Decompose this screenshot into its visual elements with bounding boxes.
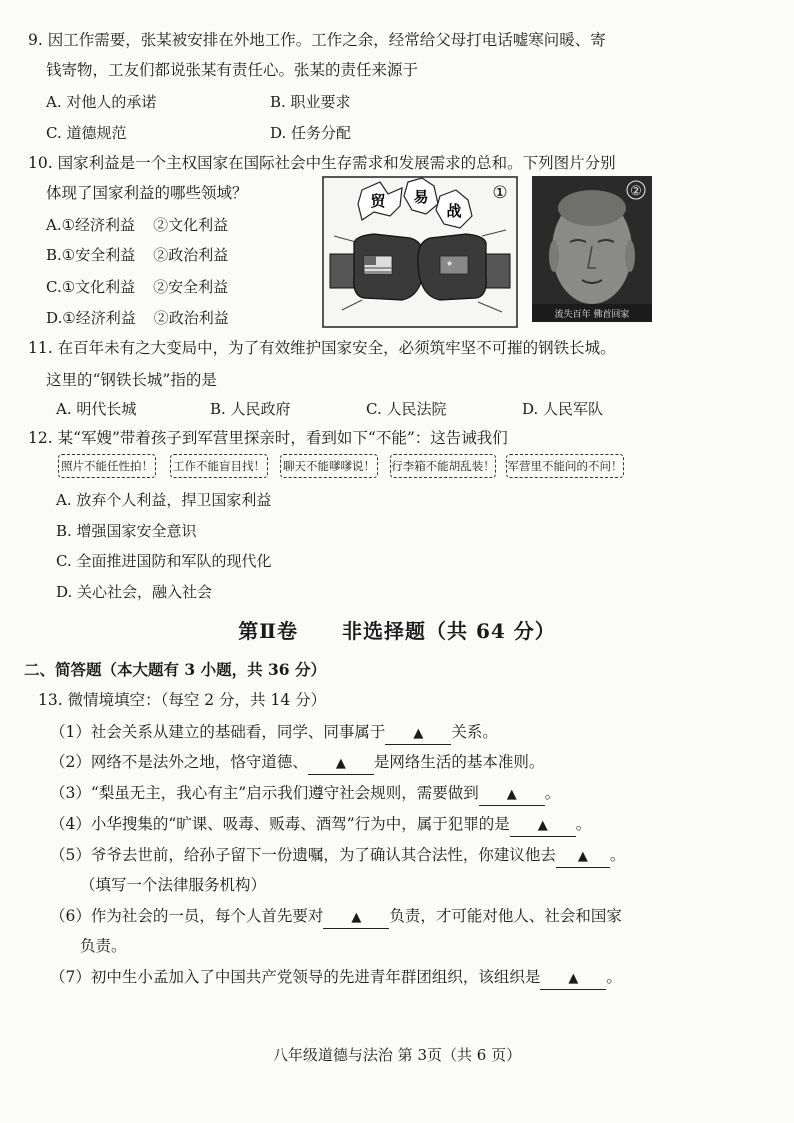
answer-blank[interactable]: ▲ xyxy=(308,752,374,775)
q11-option-d: D. 人民军队 xyxy=(522,400,604,418)
q9-option-c: C. 道德规范 xyxy=(46,124,127,142)
q10-option-a: A.①经济利益 ②文化利益 xyxy=(46,216,229,234)
image2-caption: 流失百年 佛首回家 xyxy=(554,310,630,320)
q13-item-4: （4）小华搜集的“旷课、吸毒、贩毒、酒驾”行为中，属于犯罪的是 ▲ 。 xyxy=(50,814,591,837)
q12-option-b: B. 增强国家安全意识 xyxy=(56,522,197,540)
q9-option-a: A. 对他人的承诺 xyxy=(46,93,157,111)
q12-option-a: A. 放弃个人利益，捍卫国家利益 xyxy=(56,491,272,509)
q9-option-b: B. 职业要求 xyxy=(270,93,351,111)
sign-luggage: 行李箱不能胡乱装！ xyxy=(390,454,496,478)
q13-item-5: （5）爷爷去世前，给孙子留下一份遗嘱，为了确认其合法性，你建议他去 ▲ 。 xyxy=(50,845,625,868)
q13-item-2: （2）网络不是法外之地，恪守道德、 ▲ 是网络生活的基本准则。 xyxy=(50,752,544,775)
q12-option-d: D. 关心社会，融入社会 xyxy=(56,583,213,601)
sign-barracks: 军营里不能问的不问！ xyxy=(506,454,624,478)
q13-item-3: （3）“梨虽无主，我心有主”启示我们遵守社会规则，需要做到 ▲ 。 xyxy=(50,783,560,806)
buddha-head-photo xyxy=(532,176,652,322)
image1-marker: ① xyxy=(492,183,508,203)
section-part: 第Ⅱ卷 xyxy=(238,619,299,643)
q12-sign-row xyxy=(58,454,624,478)
q10-option-b: B.①安全利益 ②政治利益 xyxy=(46,246,229,264)
q11-option-b: B. 人民政府 xyxy=(210,400,291,418)
sign-photo: 照片不能任性拍！ xyxy=(58,454,156,478)
q10-option-d: D.①经济利益 ②政治利益 xyxy=(46,309,229,327)
q13-item-1: （1）社会关系从建立的基础看，同学、同事属于 ▲ 关系。 xyxy=(50,722,498,745)
part-two-heading: 二、简答题（本大题有 3 小题，共 36 分） xyxy=(24,660,326,679)
q10-stem-line1: 10. 国家利益是一个主权国家在国际社会中生存需求和发展需求的总和。下列图片分别 xyxy=(28,154,616,172)
answer-blank[interactable]: ▲ xyxy=(510,814,576,837)
page-footer: 八年级道德与法治 第 3页（共 6 页） xyxy=(272,1046,522,1064)
q9-stem-line2: 钱寄物，工友们都说张某有责任心。张某的责任来源于 xyxy=(46,61,419,79)
section-name: 非选择题（共 64 分） xyxy=(342,619,556,643)
q10-option-c: C.①文化利益 ②安全利益 xyxy=(46,278,229,296)
q13-item-5-note: （填写一个法律服务机构） xyxy=(80,876,267,894)
q11-stem-line1: 11. 在百年未有之大变局中，为了有效维护国家安全，必须筑牢坚不可摧的钢铁长城。 xyxy=(28,339,616,357)
answer-blank[interactable]: ▲ xyxy=(323,906,389,929)
q11-option-c: C. 人民法院 xyxy=(366,400,447,418)
q13-item-6: （6）作为社会的一员，每个人首先要对 ▲ 负责，才可能对他人、社会和国家 xyxy=(50,906,622,929)
section-title xyxy=(0,615,794,644)
q11-stem-line2: 这里的“钢铁长城”指的是 xyxy=(46,371,217,389)
bubble-char-1: 贸 xyxy=(370,192,386,210)
q10-stem-line2: 体现了国家利益的哪些领域？ xyxy=(46,184,248,202)
q13-item-7: （7）初中生小孟加入了中国共产党领导的先进青年群团组织，该组织是 ▲ 。 xyxy=(50,967,622,990)
answer-blank[interactable]: ▲ xyxy=(540,967,606,990)
trade-war-illustration xyxy=(322,176,518,328)
q9-option-d: D. 任务分配 xyxy=(270,124,352,142)
q9-stem-line1: 9. 因工作需要，张某被安排在外地工作。工作之余，经常给父母打电话嘘寒问暖、寄 xyxy=(28,31,606,49)
bubble-char-2: 易 xyxy=(413,188,429,206)
sign-chat: 聊天不能嗲嗲说！ xyxy=(280,454,378,478)
answer-blank[interactable]: ▲ xyxy=(385,722,451,745)
q11-option-a: A. 明代长城 xyxy=(56,400,137,418)
q13-title: 13. 微情境填空：（每空 2 分，共 14 分） xyxy=(38,691,327,709)
q12-option-c: C. 全面推进国防和军队的现代化 xyxy=(56,552,272,570)
svg-text:★: ★ xyxy=(446,259,454,268)
sign-work: 工作不能盲目找！ xyxy=(170,454,268,478)
q13-item-6-cont: 负责。 xyxy=(80,937,127,955)
q12-stem: 12. 某“军嫂”带着孩子到军营里探亲时，看到如下“不能”：这告诫我们 xyxy=(28,429,508,447)
answer-blank[interactable]: ▲ xyxy=(556,845,610,868)
image2-marker: ② xyxy=(630,184,642,199)
answer-blank[interactable]: ▲ xyxy=(479,783,545,806)
bubble-char-3: 战 xyxy=(446,202,462,220)
